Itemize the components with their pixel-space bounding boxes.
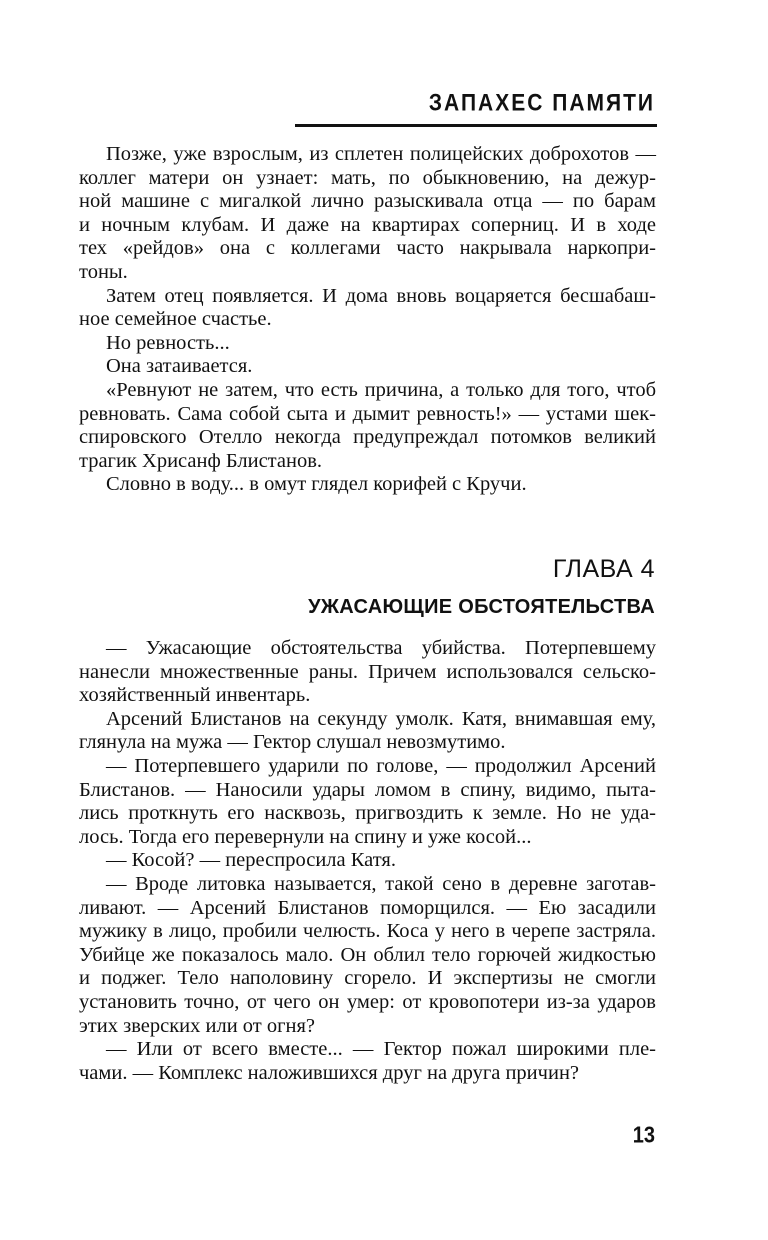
chapter-title: УЖАСАЮЩИЕ ОБСТОЯТЕЛЬСТВА	[308, 596, 655, 618]
text-line: Но ревность...	[106, 331, 230, 354]
text-line: чами. — Комплекс наложившихся друг на друга причин?	[79, 1061, 580, 1084]
text-line: лись проткнуть его насквозь, пригвоздить к земле. Но не уда-	[79, 802, 656, 825]
text-line: глянула на мужа — Гектор слушал невозмутимо.	[79, 731, 506, 754]
text-line: — Ужасающие обстоятельства убийства. Потерпевшему	[106, 637, 656, 659]
text-line: Она затаивается.	[106, 355, 253, 378]
text-line: ливают. — Арсений Блистанов поморщился. — Ею засадили	[79, 896, 656, 919]
text-line: ревновать. Сама собой сыта и дымит ревность!» — устами шек-	[79, 402, 656, 425]
text-line: спировского Отелло некогда предупреждал потомков великий	[79, 426, 656, 449]
paragraph	[79, 708, 656, 755]
text-line: трагик Хрисанф Блистанов.	[79, 449, 323, 472]
text-line: этих зверских или от огня?	[79, 1014, 316, 1037]
paragraph	[79, 332, 656, 356]
text-block-before-chapter	[79, 143, 656, 497]
chapter-label: ГЛАВА 4	[552, 555, 655, 583]
text-line: тех «рейдов» она с коллегами часто накрывала наркопри-	[79, 237, 656, 260]
text-line: Убийце же показалось мало. Он облил тело горючей жидкостью	[79, 943, 656, 966]
page-number: 13	[632, 1123, 655, 1149]
text-line: нанесли множественные раны. Причем использовался сельско-	[79, 660, 656, 683]
paragraph	[79, 849, 656, 873]
text-line: — Вроде литовка называется, такой сено в деревне заготав-	[106, 872, 656, 895]
text-line: ной машине с мигалкой лично разыскивала отца — по барам	[79, 190, 656, 213]
paragraph	[79, 143, 656, 285]
text-line: тоны.	[79, 260, 128, 283]
text-line: мужику в лицо, пробили челюсть. Коса у него в черепе застряла.	[79, 920, 656, 943]
paragraph	[79, 637, 656, 708]
text-line: хозяйственный инвентарь.	[79, 684, 311, 707]
header-rule	[295, 124, 657, 127]
text-line: Блистанов. — Наносили удары ломом в спину, видимо, пыта-	[79, 778, 656, 801]
text-line: Арсений Блистанов на секунду умолк. Катя, внимавшая ему,	[106, 707, 656, 730]
text-line: Затем отец появляется. И дома вновь воцаряется бесшабаш-	[106, 284, 656, 307]
text-line: — Потерпевшего ударили по голове, — продолжил Арсений	[106, 754, 656, 777]
text-line: Позже, уже взрослым, из сплетен полицейских доброхотов —	[106, 143, 656, 165]
text-line: ное семейное счастье.	[79, 308, 272, 331]
paragraph	[79, 473, 656, 497]
running-header-title: ЗАПАХЕС ПАМЯТИ	[428, 90, 655, 117]
paragraph	[79, 285, 656, 332]
text-block-chapter-4	[79, 637, 656, 1085]
text-line: и ночным клубам. И даже на квартирах соперниц. И в ходе	[79, 213, 656, 236]
paragraph	[79, 379, 656, 473]
text-line: — Или от всего вместе... — Гектор пожал широкими пле-	[106, 1038, 656, 1061]
text-line: и поджег. Тело наполовину сгорело. И экспертизы не смогли	[79, 967, 656, 990]
paragraph	[79, 873, 656, 1038]
text-line: лось. Тогда его перевернули на спину и уже косой...	[79, 825, 532, 848]
text-line: — Косой? — переспросила Катя.	[106, 849, 396, 872]
text-line: коллег матери он узнает: мать, по обыкновению, на дежур-	[79, 166, 656, 189]
text-line: Словно в воду... в омут глядел корифей с Кручи.	[106, 473, 527, 496]
text-line: «Ревнуют не затем, что есть причина, а только для того, чтоб	[106, 378, 656, 401]
paragraph	[79, 355, 656, 379]
text-line: установить точно, от чего он умер: от кровопотери из-за ударов	[79, 990, 656, 1013]
paragraph	[79, 1038, 656, 1085]
paragraph	[79, 755, 656, 849]
